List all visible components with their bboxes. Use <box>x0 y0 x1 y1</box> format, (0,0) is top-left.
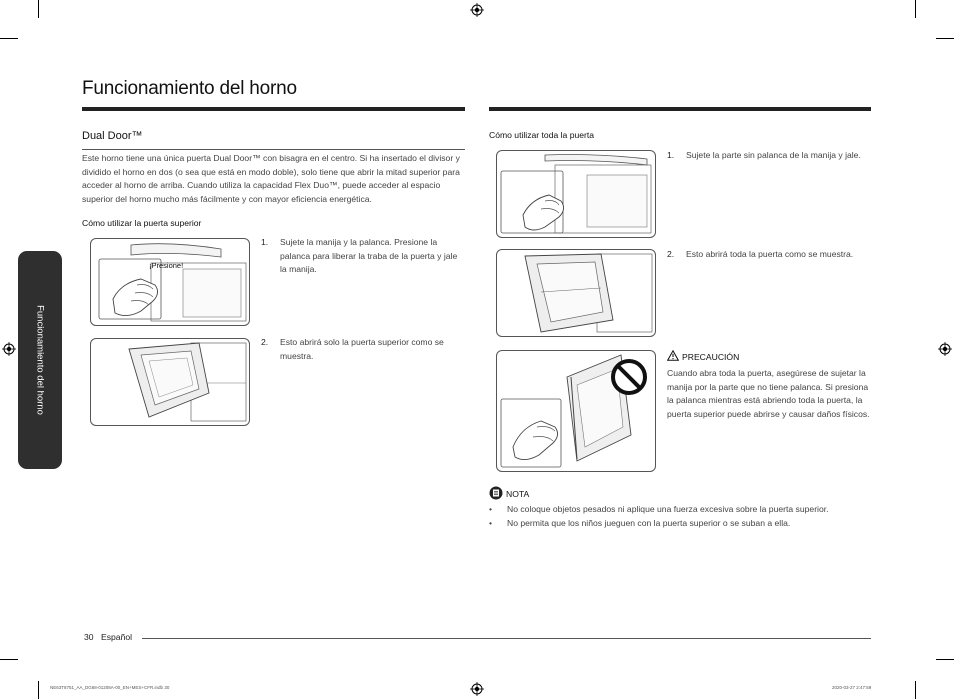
left-step-2 <box>261 336 466 363</box>
crop-mark <box>936 659 954 660</box>
step-number: 1. <box>261 237 269 247</box>
caution-text: Cuando abra toda la puerta, asegúrese de sujetar la manija por la parte que no tiene palanca. Si presiona la palanca mientras está abriendo toda la puerta, la puerta superior puede abrirse y causar daños físicos. <box>667 368 870 419</box>
crop-mark <box>38 681 39 699</box>
step-number: 2. <box>261 337 269 347</box>
print-slug: NE63T8751_AA_DG68-01208A-00_EN+MES+CFR.indb 30 <box>50 685 170 690</box>
note-header <box>489 486 529 500</box>
heading-rule <box>82 149 465 150</box>
right-step-1 <box>667 149 872 163</box>
crop-mark <box>936 38 954 39</box>
registration-mark-icon <box>470 3 484 17</box>
registration-mark-icon <box>2 342 16 356</box>
prohibited-icon <box>609 357 649 397</box>
caution-block <box>667 350 872 421</box>
page-number: 30 <box>84 632 94 642</box>
step-text: Sujete la parte sin palanca de la manija y jale. <box>686 150 861 160</box>
footer-language: Español <box>101 632 133 642</box>
left-step-1 <box>261 236 466 277</box>
oven-whole-door-open-drawing <box>497 250 655 336</box>
note-list <box>487 503 877 531</box>
step-text: Esto abrirá solo la puerta superior como se muestra. <box>280 337 444 361</box>
footer-rule <box>142 638 871 639</box>
intro-paragraph: Este horno tiene una única puerta Dual Door™ con bisagra en el centro. Si ha insertado el divisor y dividido el horno en dos (o sea que está en modo doble), solo tiene que abrir la mitad superior para acceder al horno de arriba. Cuando utiliza la capacidad Flex Duo™, puede acceder al espacio superior del horno mucho más fácilmente y con mayor eficiencia energética. <box>82 153 460 204</box>
step-number: 1. <box>667 150 675 160</box>
title-rule-right <box>489 107 871 111</box>
step-text: Esto abrirá toda la puerta como se muestra. <box>686 249 854 259</box>
right-step-2 <box>667 248 872 262</box>
press-label: ¡Presione! <box>149 261 184 270</box>
step-number: 2. <box>667 249 675 259</box>
step-text: Sujete la manija y la palanca. Presione la palanca para liberar la traba de la puerta y jale la manija. <box>280 237 458 275</box>
note-label: NOTA <box>506 489 530 499</box>
caution-label: PRECAUCIÓN <box>682 352 740 362</box>
list-item: • No permita que los niños jueguen con la puerta superior o se suban a ella. <box>487 517 877 531</box>
list-item: • No coloque objetos pesados ni aplique una fuerza excesiva sobre la puerta superior. <box>487 503 877 517</box>
dual-door-heading: Dual Door™ <box>82 130 143 142</box>
upper-door-press-illustration <box>90 238 250 326</box>
whole-door-subheading: Cómo utilizar toda la puerta <box>489 130 595 140</box>
upper-door-subheading: Cómo utilizar la puerta superior <box>82 218 202 228</box>
whole-door-grip-illustration <box>496 150 656 238</box>
crop-mark <box>38 0 39 18</box>
whole-door-open-illustration <box>496 249 656 337</box>
side-tab-label: Funcionamiento del horno <box>34 305 46 415</box>
side-tab <box>18 251 62 469</box>
oven-grip-drawing <box>497 151 655 237</box>
warning-triangle-icon <box>667 350 679 361</box>
crop-mark <box>915 0 916 18</box>
upper-door-open-illustration <box>90 338 250 426</box>
crop-mark <box>0 659 18 660</box>
oven-upper-door-open-drawing <box>91 339 249 425</box>
wrong-grip-illustration <box>496 350 656 472</box>
page-title: Funcionamiento del horno <box>82 78 297 99</box>
registration-mark-icon <box>470 682 484 696</box>
oven-handle-drawing <box>91 239 249 325</box>
print-date: 2020-03-27 2:47:59 <box>832 685 872 690</box>
crop-mark <box>915 681 916 699</box>
crop-mark <box>0 38 18 39</box>
registration-mark-icon <box>938 342 952 356</box>
title-rule-left <box>82 107 465 111</box>
note-icon <box>489 486 503 500</box>
